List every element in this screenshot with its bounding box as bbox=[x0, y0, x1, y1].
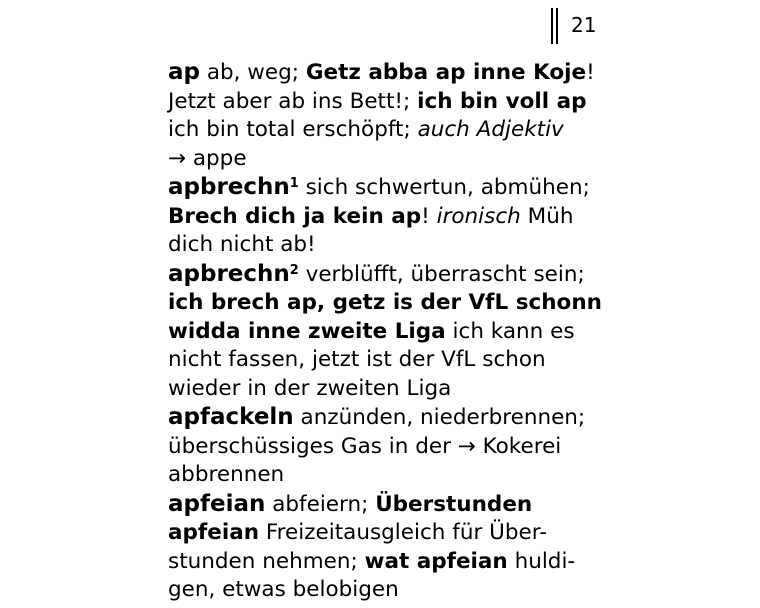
cross-reference: → appe bbox=[168, 145, 247, 171]
entry-line bbox=[168, 231, 600, 260]
translation-text: Müh bbox=[520, 203, 574, 229]
entry-line bbox=[168, 403, 600, 433]
translation-text: wieder in der zweiten Liga bbox=[168, 375, 452, 401]
entry-line bbox=[168, 490, 600, 520]
dictionary-entry-apbrechn-1 bbox=[168, 173, 600, 260]
entry-line bbox=[168, 548, 600, 577]
entry-line bbox=[168, 346, 600, 375]
example-phrase: apfeian bbox=[168, 520, 260, 545]
headword: apfeian bbox=[168, 490, 266, 517]
translation-text: ich bin total erschöpft; bbox=[168, 117, 418, 142]
headword: ap bbox=[168, 59, 200, 85]
entry-line bbox=[168, 576, 600, 605]
translation-text: Jetzt aber ab ins Bett!; bbox=[168, 88, 418, 114]
definition-text: überschüssiges Gas in der → Kokerei bbox=[168, 433, 562, 459]
headword: apfackeln bbox=[168, 404, 294, 430]
entry-line bbox=[168, 116, 600, 145]
dictionary-entry-apbrechn-2 bbox=[168, 260, 600, 404]
translation-text: gen, etwas belobigen bbox=[168, 577, 399, 602]
page-number: 21 bbox=[571, 13, 597, 37]
entry-line bbox=[168, 260, 600, 290]
definition-text: ab, weg; bbox=[199, 60, 306, 85]
example-phrase: ich bin voll ap bbox=[417, 88, 587, 114]
punctuation: ! bbox=[586, 60, 595, 85]
entry-line bbox=[168, 433, 600, 462]
entry-line bbox=[168, 318, 600, 347]
entry-line bbox=[168, 289, 602, 318]
usage-note: ironisch bbox=[436, 203, 521, 229]
usage-note: auch Adjektiv bbox=[417, 117, 564, 142]
punctuation: ! bbox=[421, 203, 437, 229]
entry-line bbox=[168, 375, 600, 404]
homonym-number: 1 bbox=[289, 175, 299, 191]
translation-text: stunden nehmen; bbox=[168, 548, 365, 574]
definition-text: abfeiern; bbox=[265, 491, 376, 517]
dictionary-entry-apfackeln bbox=[168, 403, 600, 490]
entry-line bbox=[168, 145, 600, 174]
double-rule-right bbox=[556, 8, 558, 44]
homonym-number: 2 bbox=[289, 262, 299, 278]
definition-text: anzünden, niederbrennen; bbox=[293, 405, 586, 430]
entry-line bbox=[168, 58, 600, 88]
example-phrase: Überstunden bbox=[375, 491, 533, 517]
dictionary-entry-ap bbox=[168, 58, 600, 173]
translation-text: ich kann es bbox=[445, 318, 575, 344]
example-phrase: widda inne zweite Liga bbox=[168, 318, 446, 344]
example-phrase: Getz abba ap inne Koje bbox=[305, 60, 587, 85]
definition-text: sich schwertun, abmühen; bbox=[298, 175, 590, 200]
dictionary-entry-apfeian bbox=[168, 490, 600, 605]
double-rule-left bbox=[551, 8, 553, 44]
translation-text: nicht fassen, jetzt ist der VfL schon bbox=[168, 347, 546, 372]
example-phrase: ich brech ap, getz is der VfL schonn bbox=[168, 290, 602, 315]
entry-line bbox=[168, 203, 600, 232]
entry-line bbox=[168, 519, 600, 548]
definition-text: verblüfft, überrascht sein; bbox=[298, 261, 585, 287]
headword: apbrechn bbox=[168, 260, 290, 287]
entry-line bbox=[168, 88, 600, 117]
dictionary-entries bbox=[168, 58, 600, 605]
translation-text: Freizeitausgleich für Über- bbox=[259, 520, 547, 545]
entry-line bbox=[168, 461, 600, 490]
example-phrase: wat apfeian bbox=[364, 548, 508, 574]
definition-text: abbrennen bbox=[168, 462, 285, 487]
example-phrase: Brech dich ja kein ap bbox=[168, 203, 422, 229]
translation-text: dich nicht ab! bbox=[168, 232, 316, 257]
entry-line bbox=[168, 173, 600, 203]
headword: apbrechn bbox=[168, 174, 290, 200]
translation-text: huldi- bbox=[507, 548, 576, 574]
